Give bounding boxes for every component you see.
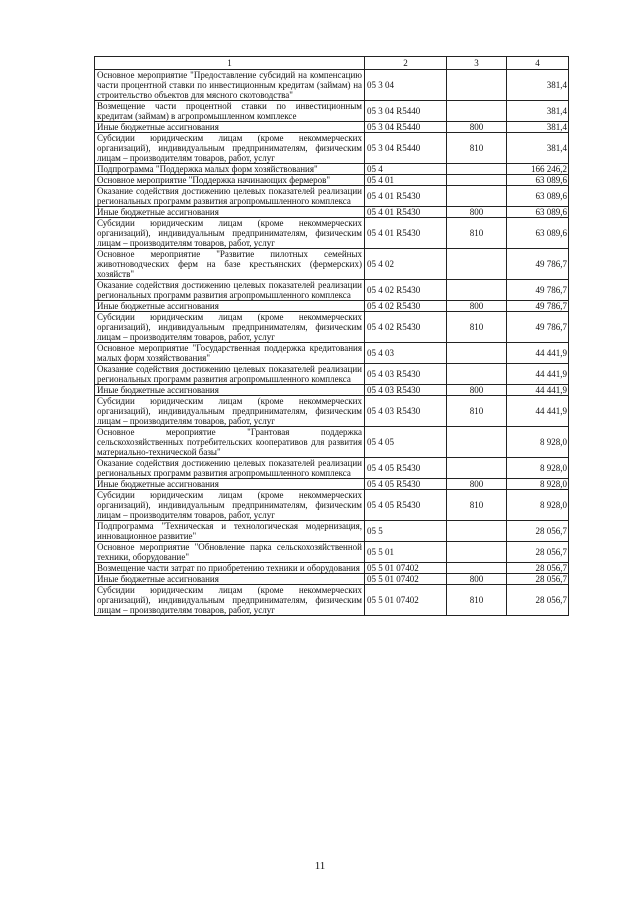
row-expense-type [447,249,507,280]
table-row [95,301,569,312]
row-sum: 8 928,0 [507,490,569,521]
row-code: 05 4 03 [365,343,447,364]
row-sum: 63 089,6 [507,186,569,207]
row-code: 05 4 01 R5430 [365,186,447,207]
row-code: 05 4 [365,164,447,175]
row-expense-type: 800 [447,122,507,133]
row-sum: 381,4 [507,122,569,133]
row-sum: 166 246,2 [507,164,569,175]
row-name: Субсидии юридическим лицам (кроме некоммерческих организаций), индивидуальным предпринимателям, физическим лицам – производителям товаров, работ, услуг [95,312,365,343]
table-row [95,164,569,175]
row-expense-type: 810 [447,218,507,249]
row-sum: 28 056,7 [507,521,569,542]
row-expense-type [447,175,507,186]
row-code: 05 4 05 R5430 [365,490,447,521]
row-code: 05 3 04 [365,70,447,101]
table-row [95,396,569,427]
row-expense-type: 810 [447,396,507,427]
row-code: 05 4 05 R5430 [365,458,447,479]
table-row [95,218,569,249]
row-name: Оказание содействия достижению целевых показателей реализации региональных программ развития агропромышленного комплекса [95,458,365,479]
row-sum: 63 089,6 [507,207,569,218]
table-row [95,133,569,164]
row-code: 05 4 03 R5430 [365,396,447,427]
row-code: 05 4 01 R5430 [365,207,447,218]
row-sum: 63 089,6 [507,175,569,186]
row-name: Возмещение части затрат по приобретению техники и оборудования [95,563,365,574]
row-name: Возмещение части процентной ставки по инвестиционным кредитам (займам) в агропромышленном комплексе [95,101,365,122]
row-expense-type [447,364,507,385]
row-expense-type: 810 [447,585,507,616]
row-expense-type [447,343,507,364]
row-code: 05 5 01 07402 [365,574,447,585]
row-code: 05 4 02 R5430 [365,280,447,301]
row-expense-type [447,70,507,101]
row-name: Подпрограмма "Поддержка малых форм хозяйствования" [95,164,365,175]
row-sum: 381,4 [507,133,569,164]
table-row [95,207,569,218]
row-code: 05 5 [365,521,447,542]
row-name: Иные бюджетные ассигнования [95,479,365,490]
row-sum: 8 928,0 [507,479,569,490]
row-code: 05 5 01 [365,542,447,563]
table-row [95,312,569,343]
row-sum: 381,4 [507,101,569,122]
row-sum: 44 441,9 [507,385,569,396]
row-sum: 49 786,7 [507,280,569,301]
row-name: Субсидии юридическим лицам (кроме некоммерческих организаций), индивидуальным предпринимателям, физическим лицам – производителям товаров, работ, услуг [95,585,365,616]
row-name: Основное мероприятие "Обновление парка сельскохозяйственной техники, оборудование" [95,542,365,563]
row-code: 05 4 02 R5430 [365,312,447,343]
header-col-2: 2 [365,57,447,70]
row-sum: 49 786,7 [507,312,569,343]
table-row [95,70,569,101]
table-row [95,385,569,396]
row-expense-type [447,164,507,175]
row-sum: 49 786,7 [507,301,569,312]
table-row [95,585,569,616]
row-expense-type: 810 [447,490,507,521]
row-expense-type: 800 [447,207,507,218]
row-expense-type [447,427,507,458]
table-row [95,175,569,186]
row-expense-type [447,521,507,542]
row-name: Оказание содействия достижению целевых показателей реализации региональных программ развития агропромышленного комплекса [95,186,365,207]
row-sum: 28 056,7 [507,585,569,616]
row-expense-type: 800 [447,385,507,396]
table-row [95,563,569,574]
row-name: Основное мероприятие "Поддержка начинающих фермеров" [95,175,365,186]
row-sum: 28 056,7 [507,574,569,585]
row-expense-type: 810 [447,312,507,343]
table-row [95,343,569,364]
row-code: 05 3 04 R5440 [365,133,447,164]
row-code: 05 4 01 R5430 [365,218,447,249]
row-name: Иные бюджетные ассигнования [95,385,365,396]
table-row [95,458,569,479]
row-code: 05 4 05 R5430 [365,479,447,490]
page-number: 11 [314,860,326,872]
row-code: 05 5 01 07402 [365,563,447,574]
budget-table-container [94,56,568,616]
row-sum: 28 056,7 [507,542,569,563]
table-header [95,57,569,70]
row-expense-type [447,563,507,574]
table-row [95,186,569,207]
row-sum: 8 928,0 [507,458,569,479]
table-row [95,101,569,122]
row-name: Иные бюджетные ассигнования [95,574,365,585]
row-sum: 49 786,7 [507,249,569,280]
table-row [95,479,569,490]
table-row [95,427,569,458]
row-expense-type [447,101,507,122]
row-name: Основное мероприятие "Государственная поддержка кредитования малых форм хозяйствования" [95,343,365,364]
row-name: Субсидии юридическим лицам (кроме некоммерческих организаций), индивидуальным предпринимателям, физическим лицам – производителям товаров, работ, услуг [95,490,365,521]
row-sum: 44 441,9 [507,396,569,427]
header-col-3: 3 [447,57,507,70]
row-name: Иные бюджетные ассигнования [95,301,365,312]
row-name: Основное мероприятие "Предоставление субсидий на компенсацию части процентной ставки по инвестиционным кредитам (займам) на строительство объектов для мясного скотоводства" [95,70,365,101]
row-name: Оказание содействия достижению целевых показателей реализации региональных программ развития агропромышленного комплекса [95,364,365,385]
table-row [95,364,569,385]
table-body [95,70,569,616]
row-name: Оказание содействия достижению целевых показателей реализации региональных программ развития агропромышленного комплекса [95,280,365,301]
row-name: Основное мероприятие "Развитие пилотных семейных животноводческих ферм на базе крестьянских (фермерских) хозяйств" [95,249,365,280]
row-code: 05 4 05 [365,427,447,458]
row-name: Субсидии юридическим лицам (кроме некоммерческих организаций), индивидуальным предпринимателям, физическим лицам – производителям товаров, работ, услуг [95,218,365,249]
row-sum: 44 441,9 [507,343,569,364]
table-row [95,249,569,280]
row-name: Подпрограмма "Техническая и технологическая модернизация, инновационное развитие" [95,521,365,542]
row-code: 05 4 02 [365,249,447,280]
table-row [95,490,569,521]
header-col-1: 1 [95,57,365,70]
row-sum: 381,4 [507,70,569,101]
row-expense-type: 800 [447,301,507,312]
row-code: 05 4 03 R5430 [365,364,447,385]
row-name: Иные бюджетные ассигнования [95,122,365,133]
row-name: Субсидии юридическим лицам (кроме некоммерческих организаций), индивидуальным предпринимателям, физическим лицам – производителям товаров, работ, услуг [95,396,365,427]
table-row [95,542,569,563]
header-row [95,57,569,70]
row-name: Основное мероприятие "Грантовая поддержка сельскохозяйственных потребительских кооперативов для развития материально-технической базы" [95,427,365,458]
row-expense-type [447,542,507,563]
row-code: 05 3 04 R5440 [365,101,447,122]
row-code: 05 4 02 R5430 [365,301,447,312]
table-row [95,122,569,133]
table-row [95,280,569,301]
row-expense-type: 810 [447,133,507,164]
header-col-4: 4 [507,57,569,70]
table-row [95,521,569,542]
row-code: 05 4 01 [365,175,447,186]
row-expense-type [447,458,507,479]
row-expense-type: 800 [447,479,507,490]
row-sum: 63 089,6 [507,218,569,249]
table-row [95,574,569,585]
row-expense-type: 800 [447,574,507,585]
row-sum: 8 928,0 [507,427,569,458]
row-code: 05 5 01 07402 [365,585,447,616]
row-name: Субсидии юридическим лицам (кроме некоммерческих организаций), индивидуальным предпринимателям, физическим лицам – производителям товаров, работ, услуг [95,133,365,164]
row-code: 05 3 04 R5440 [365,122,447,133]
row-sum: 44 441,9 [507,364,569,385]
budget-table [94,56,569,616]
row-name: Иные бюджетные ассигнования [95,207,365,218]
row-expense-type [447,186,507,207]
row-expense-type [447,280,507,301]
row-sum: 28 056,7 [507,563,569,574]
row-code: 05 4 03 R5430 [365,385,447,396]
